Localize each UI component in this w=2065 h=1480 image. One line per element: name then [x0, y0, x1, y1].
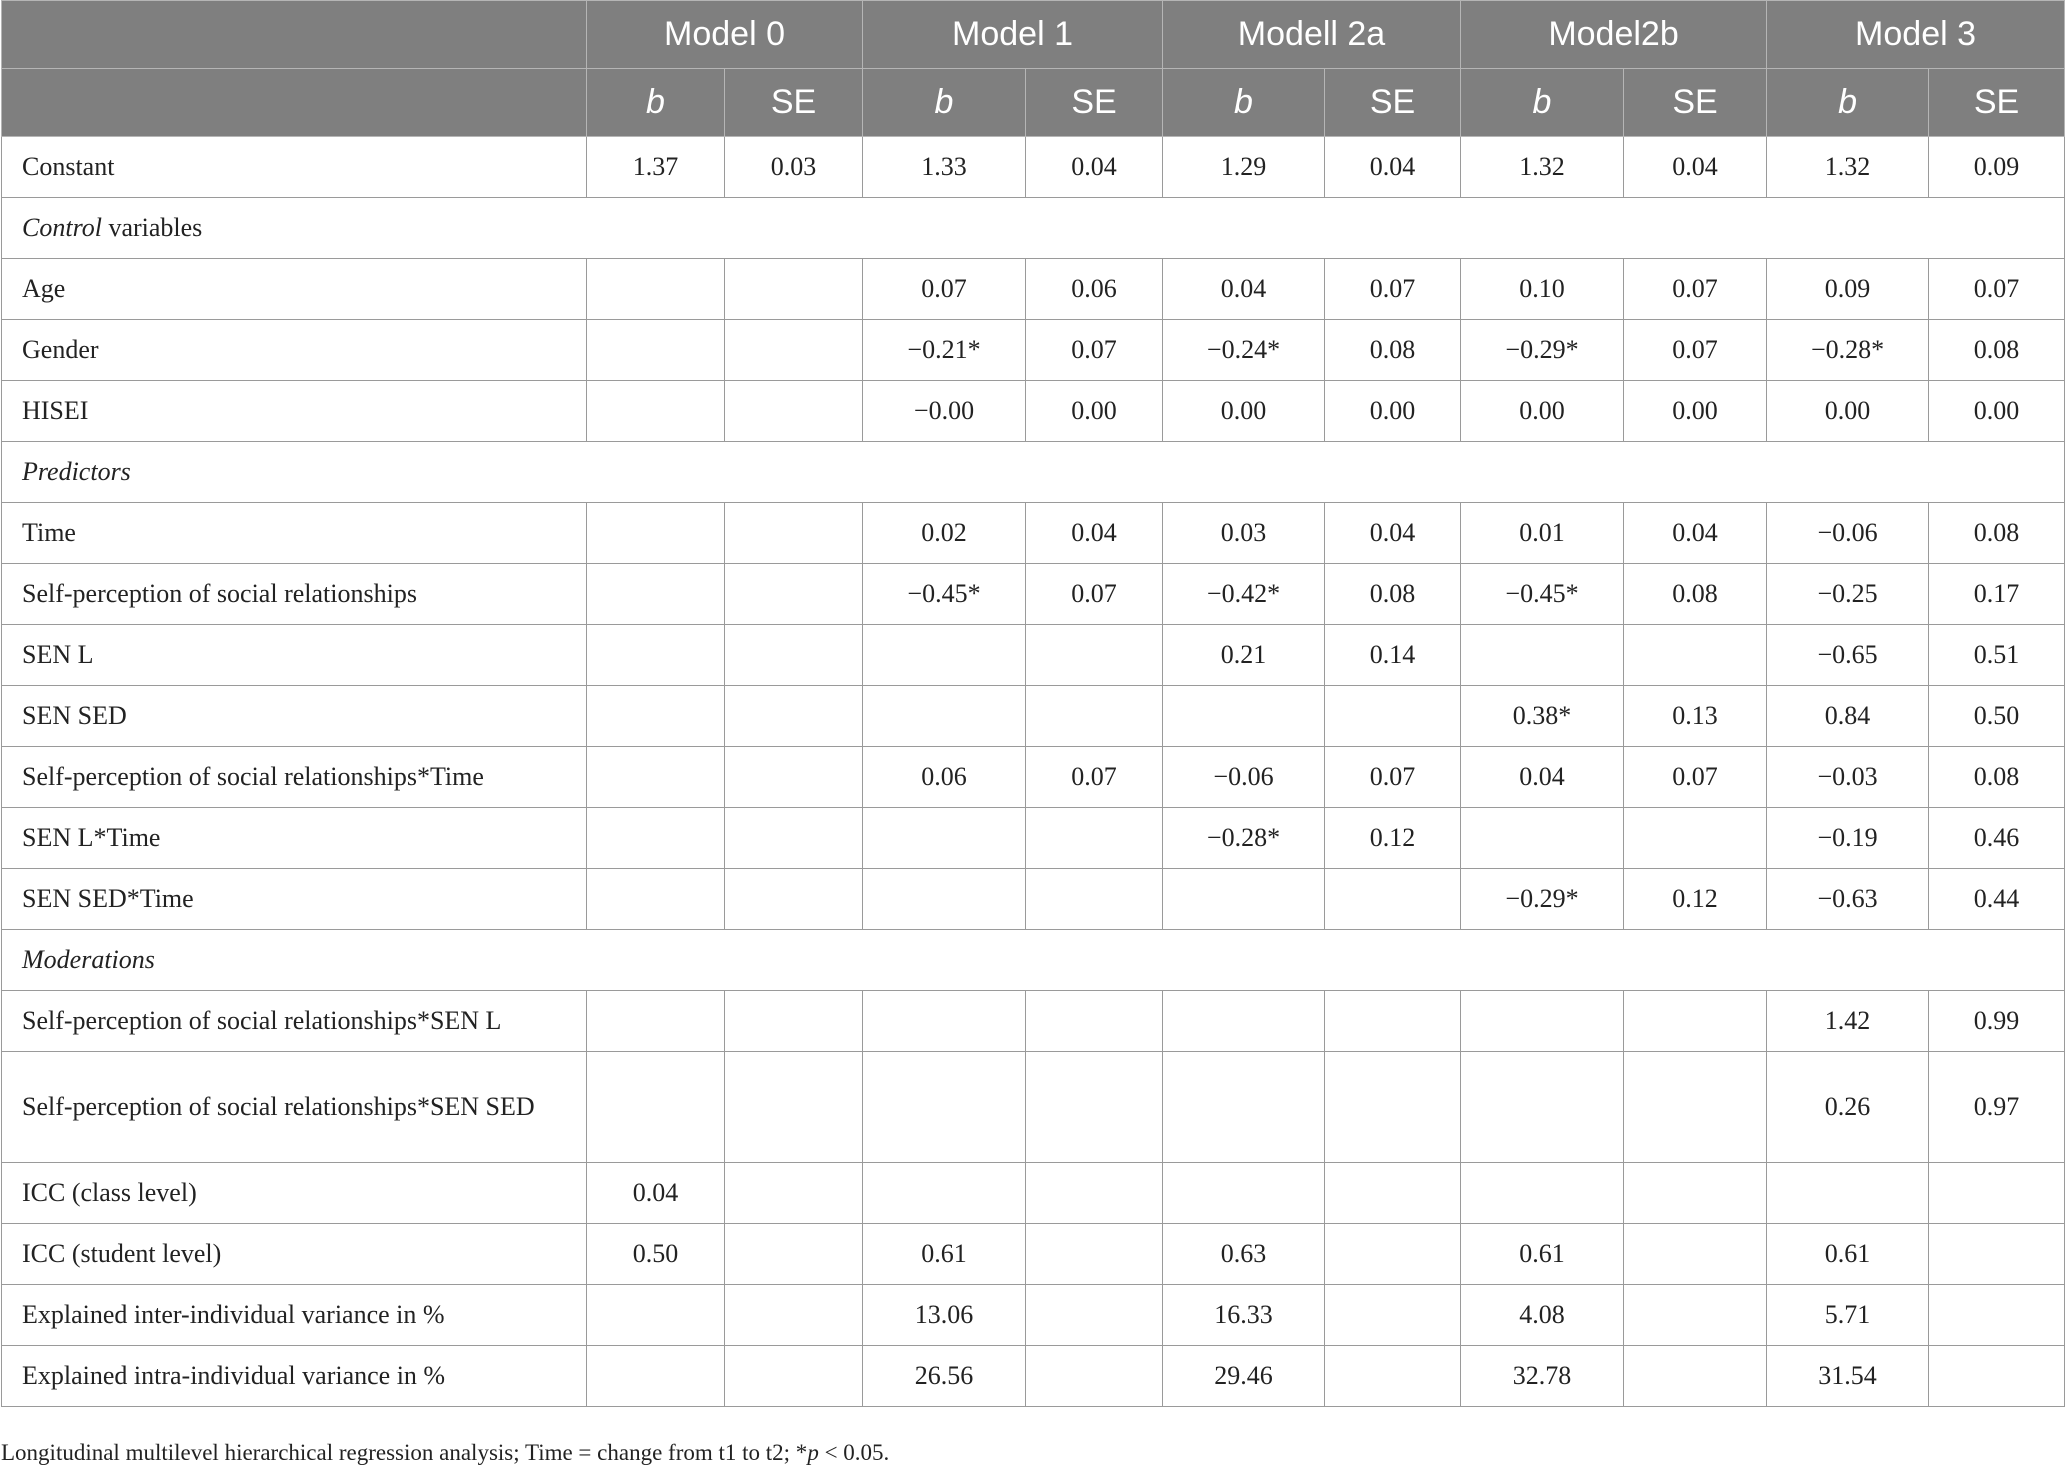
cell-b: 0.00 — [1767, 381, 1929, 442]
regression-table — [1, 0, 2065, 1407]
cell-b: 0.26 — [1767, 1052, 1929, 1163]
section-label: Moderations — [2, 930, 2065, 991]
cell-se: 0.12 — [1624, 869, 1767, 930]
header-b: b — [1461, 69, 1624, 137]
cell-b — [587, 686, 725, 747]
cell-se: 0.04 — [1325, 137, 1461, 198]
footnote-tail: < 0.05. — [818, 1440, 890, 1465]
section-row — [2, 442, 2065, 503]
table-header — [2, 1, 2065, 137]
cell-b — [587, 625, 725, 686]
cell-b — [587, 564, 725, 625]
header-se: SE — [1624, 69, 1767, 137]
cell-b — [587, 320, 725, 381]
cell-b: 0.10 — [1461, 259, 1624, 320]
cell-b: 0.63 — [1163, 1224, 1325, 1285]
row-label: SEN L — [2, 625, 587, 686]
cell-b: −0.45* — [1461, 564, 1624, 625]
row-label: SEN L*Time — [2, 808, 587, 869]
table-row — [2, 564, 2065, 625]
row-label: Self-perception of social relationships*SEN SED — [2, 1052, 587, 1163]
cell-se: 0.07 — [1026, 564, 1163, 625]
cell-b: −0.63 — [1767, 869, 1929, 930]
cell-b — [587, 1346, 725, 1407]
row-label: Gender — [2, 320, 587, 381]
cell-se: 0.07 — [1026, 747, 1163, 808]
cell-b: 4.08 — [1461, 1285, 1624, 1346]
cell-se: 0.08 — [1929, 747, 2065, 808]
header-empty-cell — [2, 1, 587, 69]
cell-se: 0.07 — [1325, 747, 1461, 808]
cell-se: 0.08 — [1624, 564, 1767, 625]
cell-b: 0.61 — [1767, 1224, 1929, 1285]
table-row — [2, 869, 2065, 930]
cell-b: −0.24* — [1163, 320, 1325, 381]
row-label: Self-perception of social relationships*Time — [2, 747, 587, 808]
cell-b: −0.28* — [1163, 808, 1325, 869]
cell-se — [1026, 808, 1163, 869]
cell-se — [1624, 1163, 1767, 1224]
cell-b: 26.56 — [863, 1346, 1026, 1407]
cell-se — [1026, 1285, 1163, 1346]
cell-b — [587, 808, 725, 869]
cell-b — [1461, 991, 1624, 1052]
cell-se — [1624, 991, 1767, 1052]
header-row-stats — [2, 69, 2065, 137]
cell-b — [587, 503, 725, 564]
cell-se: 0.04 — [1624, 137, 1767, 198]
cell-b — [1163, 991, 1325, 1052]
cell-b: 0.01 — [1461, 503, 1624, 564]
cell-b — [1767, 1163, 1929, 1224]
cell-se — [1026, 1163, 1163, 1224]
cell-se: 0.17 — [1929, 564, 2065, 625]
row-label: Explained intra-individual variance in % — [2, 1346, 587, 1407]
header-se: SE — [1026, 69, 1163, 137]
table-footnote — [1, 1440, 889, 1466]
cell-se — [1325, 869, 1461, 930]
table-row — [2, 1346, 2065, 1407]
cell-b — [587, 259, 725, 320]
cell-se — [1325, 1163, 1461, 1224]
cell-se: 0.06 — [1026, 259, 1163, 320]
cell-b: −0.29* — [1461, 320, 1624, 381]
header-se: SE — [1929, 69, 2065, 137]
cell-se: 0.08 — [1325, 564, 1461, 625]
cell-se — [1929, 1224, 2065, 1285]
cell-se — [1325, 1224, 1461, 1285]
table-body — [2, 137, 2065, 1407]
table-row — [2, 320, 2065, 381]
cell-b: 0.09 — [1767, 259, 1929, 320]
cell-b: −0.28* — [1767, 320, 1929, 381]
cell-se — [725, 1224, 863, 1285]
cell-b: −0.25 — [1767, 564, 1929, 625]
cell-se: 0.44 — [1929, 869, 2065, 930]
cell-b: 0.04 — [1163, 259, 1325, 320]
table-row — [2, 381, 2065, 442]
row-label: Age — [2, 259, 587, 320]
cell-se — [1624, 625, 1767, 686]
cell-se — [725, 1052, 863, 1163]
cell-se — [725, 991, 863, 1052]
cell-b: 13.06 — [863, 1285, 1026, 1346]
cell-b: 0.06 — [863, 747, 1026, 808]
table-row — [2, 1285, 2065, 1346]
table-row — [2, 259, 2065, 320]
header-b: b — [1163, 69, 1325, 137]
cell-b — [1461, 1052, 1624, 1163]
cell-b: 16.33 — [1163, 1285, 1325, 1346]
footnote-text: Longitudinal multilevel hierarchical regression analysis; Time = change from t1 to t2; * — [1, 1440, 808, 1465]
section-label-plain-part: variables — [108, 213, 203, 242]
cell-se — [1026, 1346, 1163, 1407]
table-row — [2, 747, 2065, 808]
cell-se: 0.14 — [1325, 625, 1461, 686]
cell-se: 0.00 — [1026, 381, 1163, 442]
section-row — [2, 198, 2065, 259]
footnote-p-symbol: p — [807, 1440, 819, 1465]
cell-se — [725, 381, 863, 442]
cell-se: 0.46 — [1929, 808, 2065, 869]
cell-se: 0.04 — [1026, 503, 1163, 564]
cell-se: 0.07 — [1624, 320, 1767, 381]
cell-b — [863, 869, 1026, 930]
row-label: Explained inter-individual variance in % — [2, 1285, 587, 1346]
section-label-italic-part: Control — [22, 213, 102, 242]
cell-se — [1624, 808, 1767, 869]
cell-se: 0.04 — [1026, 137, 1163, 198]
row-label: SEN SED*Time — [2, 869, 587, 930]
header-b: b — [1767, 69, 1929, 137]
cell-se — [725, 320, 863, 381]
cell-se — [1325, 1285, 1461, 1346]
cell-b: −0.21* — [863, 320, 1026, 381]
cell-b — [863, 991, 1026, 1052]
cell-b — [587, 747, 725, 808]
cell-se: 0.07 — [1325, 259, 1461, 320]
cell-se — [725, 1346, 863, 1407]
header-model-1: Model 1 — [863, 1, 1163, 69]
row-label: Time — [2, 503, 587, 564]
cell-b: −0.06 — [1163, 747, 1325, 808]
cell-b: 1.37 — [587, 137, 725, 198]
cell-b: 1.32 — [1767, 137, 1929, 198]
cell-b — [587, 1285, 725, 1346]
cell-b: 0.21 — [1163, 625, 1325, 686]
table-row — [2, 686, 2065, 747]
cell-se — [725, 503, 863, 564]
row-label: Constant — [2, 137, 587, 198]
cell-se — [725, 747, 863, 808]
header-model-2b: Model2b — [1461, 1, 1767, 69]
cell-b — [863, 686, 1026, 747]
cell-b — [863, 625, 1026, 686]
cell-se — [725, 1163, 863, 1224]
header-model-3: Model 3 — [1767, 1, 2065, 69]
table-row — [2, 808, 2065, 869]
cell-se — [1624, 1285, 1767, 1346]
cell-se — [1624, 1224, 1767, 1285]
cell-b: −0.03 — [1767, 747, 1929, 808]
cell-se: 0.99 — [1929, 991, 2065, 1052]
cell-se: 0.00 — [1325, 381, 1461, 442]
cell-b: −0.45* — [863, 564, 1026, 625]
cell-se — [1325, 991, 1461, 1052]
cell-b: 0.84 — [1767, 686, 1929, 747]
cell-se — [725, 564, 863, 625]
cell-b: 1.29 — [1163, 137, 1325, 198]
cell-b: −0.29* — [1461, 869, 1624, 930]
cell-se — [725, 259, 863, 320]
cell-se: 0.07 — [1929, 259, 2065, 320]
cell-b: 0.04 — [587, 1163, 725, 1224]
cell-se — [1026, 686, 1163, 747]
row-label: ICC (class level) — [2, 1163, 587, 1224]
cell-b — [587, 991, 725, 1052]
header-row-models — [2, 1, 2065, 69]
cell-se: 0.08 — [1929, 320, 2065, 381]
cell-se — [1325, 1346, 1461, 1407]
cell-b — [1163, 686, 1325, 747]
cell-se: 0.07 — [1624, 747, 1767, 808]
cell-se: 0.04 — [1624, 503, 1767, 564]
row-label: ICC (student level) — [2, 1224, 587, 1285]
section-label — [2, 198, 2065, 259]
cell-se — [725, 686, 863, 747]
cell-se: 0.07 — [1624, 259, 1767, 320]
cell-b — [863, 1163, 1026, 1224]
cell-b: 0.03 — [1163, 503, 1325, 564]
cell-se: 0.12 — [1325, 808, 1461, 869]
header-b: b — [587, 69, 725, 137]
cell-b: 5.71 — [1767, 1285, 1929, 1346]
section-label: Predictors — [2, 442, 2065, 503]
cell-b — [1461, 808, 1624, 869]
cell-se: 0.03 — [725, 137, 863, 198]
cell-b: 0.07 — [863, 259, 1026, 320]
cell-se — [1929, 1285, 2065, 1346]
cell-se: 0.13 — [1624, 686, 1767, 747]
cell-se: 0.50 — [1929, 686, 2065, 747]
cell-b — [587, 869, 725, 930]
header-empty-cell — [2, 69, 587, 137]
cell-b — [587, 1052, 725, 1163]
row-label: Self-perception of social relationships*SEN L — [2, 991, 587, 1052]
cell-b: 0.38* — [1461, 686, 1624, 747]
header-model-0: Model 0 — [587, 1, 863, 69]
header-b: b — [863, 69, 1026, 137]
cell-b: 29.46 — [1163, 1346, 1325, 1407]
cell-b: −0.06 — [1767, 503, 1929, 564]
header-model-2a: Modell 2a — [1163, 1, 1461, 69]
cell-se — [725, 625, 863, 686]
section-row — [2, 930, 2065, 991]
cell-b — [587, 381, 725, 442]
cell-se — [1026, 1224, 1163, 1285]
row-label: SEN SED — [2, 686, 587, 747]
cell-b: −0.42* — [1163, 564, 1325, 625]
table-row — [2, 503, 2065, 564]
cell-b: 0.04 — [1461, 747, 1624, 808]
header-se: SE — [725, 69, 863, 137]
cell-se — [1929, 1346, 2065, 1407]
cell-se — [1929, 1163, 2065, 1224]
cell-se — [1026, 1052, 1163, 1163]
cell-b — [1163, 1163, 1325, 1224]
cell-se: 0.00 — [1929, 381, 2065, 442]
cell-b — [1461, 1163, 1624, 1224]
cell-se — [1624, 1346, 1767, 1407]
cell-se: 0.51 — [1929, 625, 2065, 686]
cell-se — [725, 808, 863, 869]
cell-se — [1325, 1052, 1461, 1163]
cell-se: 0.08 — [1929, 503, 2065, 564]
table-row — [2, 991, 2065, 1052]
cell-b: 0.02 — [863, 503, 1026, 564]
cell-se — [725, 1285, 863, 1346]
cell-b: −0.19 — [1767, 808, 1929, 869]
header-se: SE — [1325, 69, 1461, 137]
cell-b: −0.65 — [1767, 625, 1929, 686]
row-label: HISEI — [2, 381, 587, 442]
cell-se: 0.08 — [1325, 320, 1461, 381]
cell-se: 0.00 — [1624, 381, 1767, 442]
cell-se: 0.97 — [1929, 1052, 2065, 1163]
table-row — [2, 1163, 2065, 1224]
table-row — [2, 1224, 2065, 1285]
table-row — [2, 1052, 2065, 1163]
table-row — [2, 137, 2065, 198]
cell-b: 0.50 — [587, 1224, 725, 1285]
table-row — [2, 625, 2065, 686]
cell-b: 32.78 — [1461, 1346, 1624, 1407]
cell-se: 0.09 — [1929, 137, 2065, 198]
cell-se: 0.04 — [1325, 503, 1461, 564]
cell-se — [725, 869, 863, 930]
cell-b — [1461, 625, 1624, 686]
cell-b: −0.00 — [863, 381, 1026, 442]
cell-b: 0.00 — [1461, 381, 1624, 442]
cell-b: 0.00 — [1163, 381, 1325, 442]
cell-se — [1624, 1052, 1767, 1163]
cell-b: 31.54 — [1767, 1346, 1929, 1407]
cell-b: 1.32 — [1461, 137, 1624, 198]
cell-b: 0.61 — [863, 1224, 1026, 1285]
cell-se — [1026, 625, 1163, 686]
cell-b: 0.61 — [1461, 1224, 1624, 1285]
cell-se: 0.07 — [1026, 320, 1163, 381]
cell-se — [1026, 991, 1163, 1052]
cell-b — [1163, 1052, 1325, 1163]
cell-b — [863, 1052, 1026, 1163]
cell-b: 1.42 — [1767, 991, 1929, 1052]
cell-b — [863, 808, 1026, 869]
cell-se — [1026, 869, 1163, 930]
row-label: Self-perception of social relationships — [2, 564, 587, 625]
cell-se — [1325, 686, 1461, 747]
cell-b: 1.33 — [863, 137, 1026, 198]
cell-b — [1163, 869, 1325, 930]
